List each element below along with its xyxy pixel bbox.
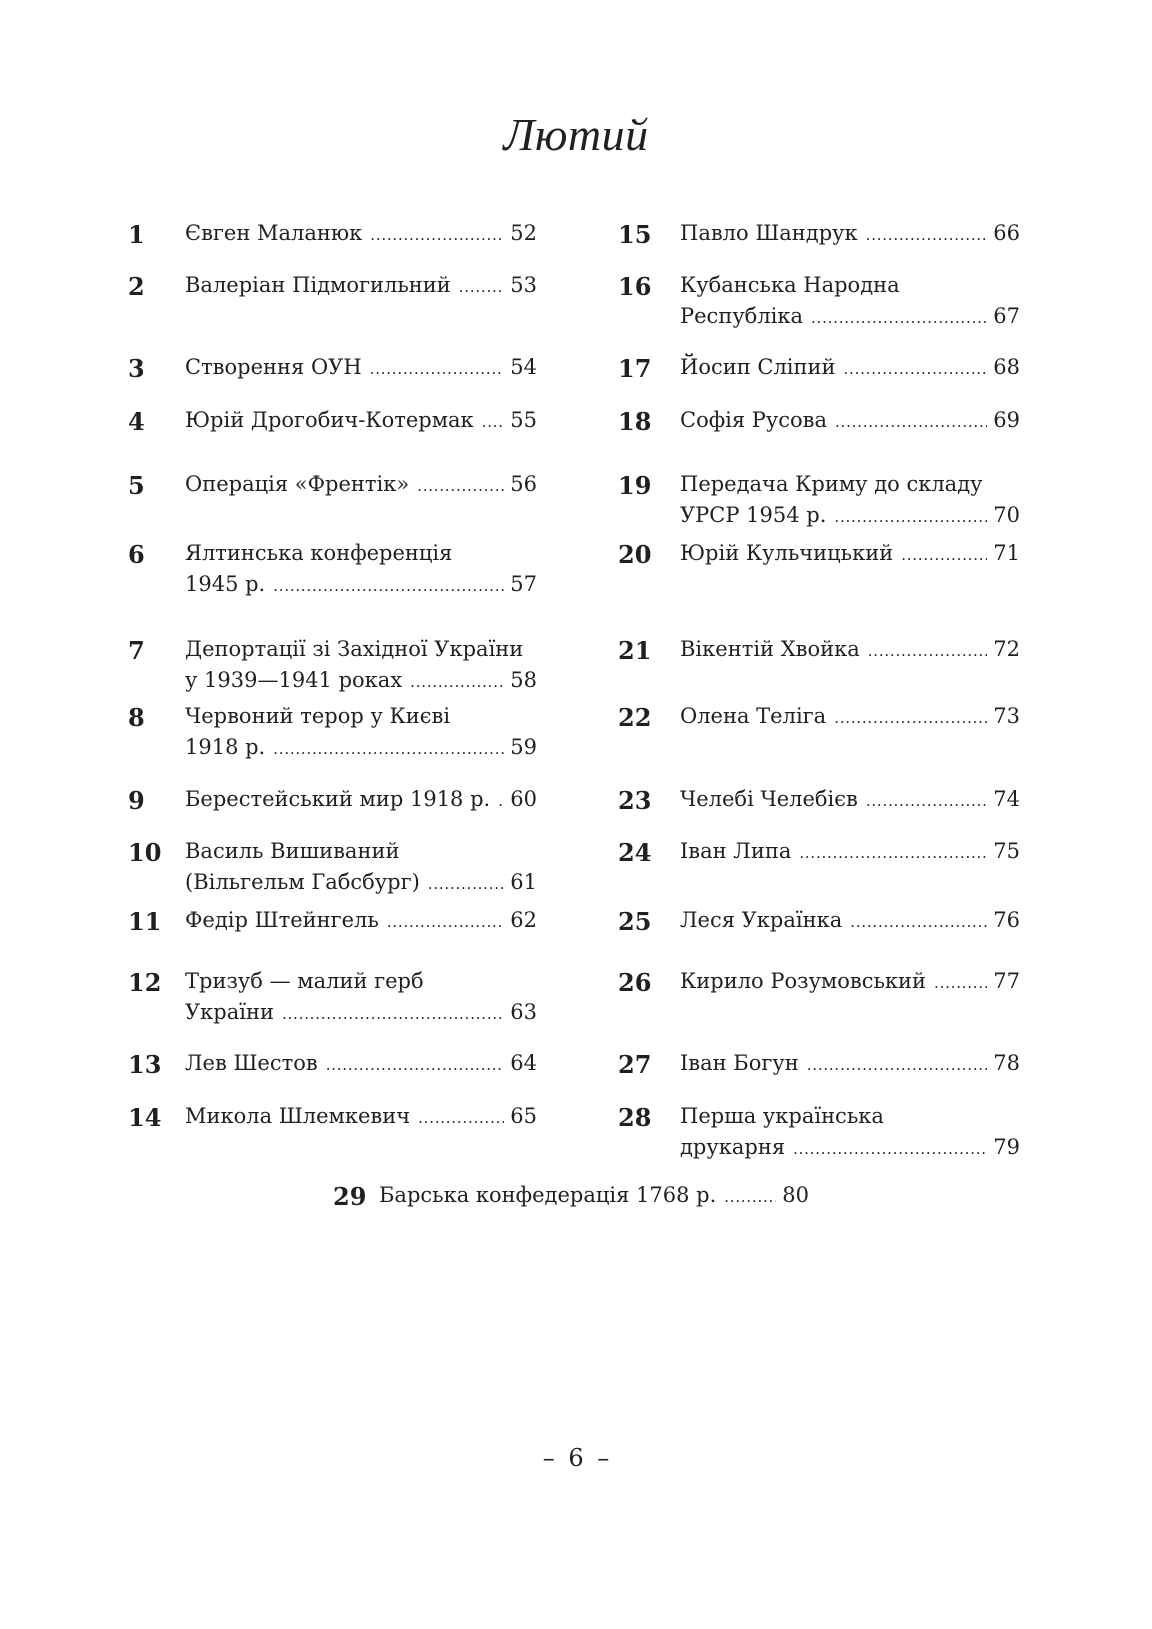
entry-text	[680, 701, 1020, 734]
page-title: Лютий	[503, 109, 649, 160]
entry-number: 20	[618, 540, 652, 569]
dot-leader	[459, 270, 504, 303]
entry-title-line: Республіка	[680, 304, 804, 328]
entry-title-line: (Вільгельм Габсбург)	[185, 870, 420, 894]
entry-number: 15	[618, 220, 652, 249]
entry-title-line: друкарня	[680, 1135, 786, 1159]
entry-text	[680, 405, 1020, 438]
entry-number: 16	[618, 272, 652, 301]
entry-number: 18	[618, 407, 652, 436]
dot-leader	[273, 732, 504, 765]
entry-number: 3	[128, 354, 145, 383]
dot-leader	[799, 836, 987, 869]
dot-leader	[834, 500, 987, 533]
entry-title-line: Євген Маланюк	[185, 221, 363, 245]
entry-title-line: 1945 р.	[185, 572, 266, 596]
entry-page-number: 73	[993, 704, 1020, 728]
entry-title-line: Передача Криму до складу	[680, 472, 983, 496]
footer-dash-right: –	[597, 1444, 610, 1472]
dot-leader	[410, 665, 504, 698]
entry-page-number: 68	[993, 355, 1020, 379]
entry-page-number: 69	[993, 408, 1020, 432]
dot-leader	[934, 966, 987, 999]
entry-page-number: 80	[782, 1183, 809, 1207]
dot-leader	[866, 784, 987, 817]
dot-leader	[868, 634, 988, 667]
entry-title-line: Ялтинська конференція	[185, 541, 453, 565]
dot-leader	[724, 1180, 776, 1213]
dot-leader	[844, 352, 988, 385]
entry-text	[185, 634, 537, 698]
entry-page-number: 55	[510, 408, 537, 432]
dot-leader	[811, 301, 987, 334]
dot-leader	[498, 784, 504, 817]
entry-text	[185, 784, 537, 817]
entry-number: 27	[618, 1050, 652, 1079]
dot-leader	[326, 1048, 505, 1081]
entry-page-number: 79	[993, 1135, 1020, 1159]
entry-page-number: 52	[510, 221, 537, 245]
entry-title-line: Берестейський мир 1918 р.	[185, 787, 491, 811]
entry-page-number: 58	[510, 668, 537, 692]
entry-number: 23	[618, 786, 652, 815]
entry-page-number: 64	[510, 1051, 537, 1075]
entry-text	[680, 270, 1020, 334]
entry-title-line: Йосип Сліпий	[680, 355, 836, 379]
entry-page-number: 67	[993, 304, 1020, 328]
entry-number: 24	[618, 838, 652, 867]
entry-page-number: 78	[993, 1051, 1020, 1075]
entry-text	[680, 469, 1020, 533]
entry-page-number: 53	[510, 273, 537, 297]
entry-title-line: Валеріан Підмогильний	[185, 273, 451, 297]
entry-title-line: Юрій Кульчицький	[680, 541, 894, 565]
entry-title-line: Микола Шлемкевич	[185, 1104, 411, 1128]
entry-title-line: 1918 р.	[185, 735, 266, 759]
entry-title-line: Вікентій Хвойка	[680, 637, 860, 661]
entry-title-line: Тризуб — малий герб	[185, 969, 424, 993]
entry-number: 21	[618, 636, 652, 665]
entry-text	[185, 701, 537, 765]
entry-text	[185, 469, 537, 502]
entry-title-line: Червоний терор у Києві	[185, 704, 451, 728]
entry-page-number: 76	[993, 908, 1020, 932]
entry-text	[680, 784, 1020, 817]
dot-leader	[282, 997, 504, 1030]
entry-page-number: 77	[993, 969, 1020, 993]
entry-title-line: Леся Українка	[680, 908, 843, 932]
dot-leader	[807, 1048, 988, 1081]
entry-number: 11	[128, 907, 162, 936]
entry-page-number: 71	[993, 541, 1020, 565]
entry-text	[680, 218, 1020, 251]
entry-text	[185, 1048, 537, 1081]
entry-text	[185, 352, 537, 385]
entry-number: 26	[618, 968, 652, 997]
entry-text	[680, 905, 1020, 938]
entry-number: 7	[128, 636, 145, 665]
entry-page-number: 54	[510, 355, 537, 379]
entry-title-line: Створення ОУН	[185, 355, 362, 379]
dot-leader	[418, 1101, 504, 1134]
entry-text	[680, 836, 1020, 869]
entry-page-number: 63	[510, 1000, 537, 1024]
entry-text	[680, 966, 1020, 999]
entry-number: 22	[618, 703, 652, 732]
entry-number: 5	[128, 471, 145, 500]
entry-number: 8	[128, 703, 145, 732]
entry-title-line: Федір Штейнгель	[185, 908, 379, 932]
entry-text	[185, 538, 537, 602]
entry-text	[680, 1101, 1020, 1165]
entry-number: 9	[128, 786, 145, 815]
entry-title-line: України	[185, 1000, 274, 1024]
entry-number: 6	[128, 540, 145, 569]
entry-title-line: Лев Шестов	[185, 1051, 318, 1075]
entry-page-number: 74	[993, 787, 1020, 811]
entry-page-number: 65	[510, 1104, 537, 1128]
dot-leader	[417, 469, 504, 502]
entry-number: 19	[618, 471, 652, 500]
entry-title-line: Олена Теліга	[680, 704, 827, 728]
entry-title-line: Іван Богун	[680, 1051, 799, 1075]
page-footer	[0, 1444, 1152, 1472]
entry-title-line: Іван Липа	[680, 839, 792, 863]
entry-page-number: 62	[510, 908, 537, 932]
entry-title-line: Операція «Френтік»	[185, 472, 410, 496]
entry-title-line: Барська конфедерація 1768 р.	[379, 1183, 717, 1207]
entry-number: 10	[128, 838, 162, 867]
entry-page-number: 61	[510, 870, 537, 894]
dot-leader	[835, 405, 987, 438]
dot-leader	[482, 405, 505, 438]
dot-leader	[370, 352, 505, 385]
entry-page-number: 56	[510, 472, 537, 496]
entry-title-line: УРСР 1954 р.	[680, 503, 827, 527]
entry-number: 1	[128, 220, 145, 249]
entry-title-line: Юрій Дрогобич-Котермак	[185, 408, 474, 432]
entry-text	[680, 634, 1020, 667]
entry-title-line: Василь Вишиваний	[185, 839, 400, 863]
entry-title-line: у 1939—1941 роках	[185, 668, 403, 692]
dot-leader	[834, 701, 987, 734]
entry-number: 14	[128, 1103, 162, 1132]
entry-title-line: Кубанська Народна	[680, 273, 900, 297]
entry-title-line: Депортації зі Західної України	[185, 637, 524, 661]
entry-text	[680, 1048, 1020, 1081]
dot-leader	[866, 218, 988, 251]
dot-leader	[387, 905, 504, 938]
page-number: 6	[568, 1444, 584, 1472]
dot-leader	[901, 538, 987, 571]
entry-text	[185, 405, 537, 438]
entry-title-line: Кирило Розумовський	[680, 969, 927, 993]
entry-number: 29	[333, 1182, 367, 1211]
entry-page-number: 60	[510, 787, 537, 811]
entry-number: 13	[128, 1050, 162, 1079]
entry-page-number: 72	[993, 637, 1020, 661]
entry-text	[185, 836, 537, 900]
entry-title-line: Павло Шандрук	[680, 221, 858, 245]
dot-leader	[273, 569, 504, 602]
entry-text	[185, 218, 537, 251]
entry-number: 28	[618, 1103, 652, 1132]
dot-leader	[428, 867, 504, 900]
entry-page-number: 70	[993, 503, 1020, 527]
dot-leader	[850, 905, 987, 938]
entry-text	[185, 905, 537, 938]
entry-text	[680, 352, 1020, 385]
entry-number: 12	[128, 968, 162, 997]
entry-number: 4	[128, 407, 145, 436]
entry-number: 2	[128, 272, 145, 301]
entry-page-number: 66	[993, 221, 1020, 245]
entry-text	[185, 1101, 537, 1134]
entry-title-line: Челебі Челебієв	[680, 787, 858, 811]
entry-title-line: Софія Русова	[680, 408, 828, 432]
entry-number: 17	[618, 354, 652, 383]
entry-page-number: 59	[510, 735, 537, 759]
entry-number: 25	[618, 907, 652, 936]
entry-text	[185, 966, 537, 1030]
entry-title-line: Перша українська	[680, 1104, 884, 1128]
entry-text	[680, 538, 1020, 571]
dot-leader	[793, 1132, 987, 1165]
entry-page-number: 57	[510, 572, 537, 596]
entry-text	[185, 270, 537, 303]
dot-leader	[370, 218, 504, 251]
footer-dash-left: –	[542, 1444, 555, 1472]
entry-page-number: 75	[993, 839, 1020, 863]
entry-text	[379, 1180, 809, 1213]
